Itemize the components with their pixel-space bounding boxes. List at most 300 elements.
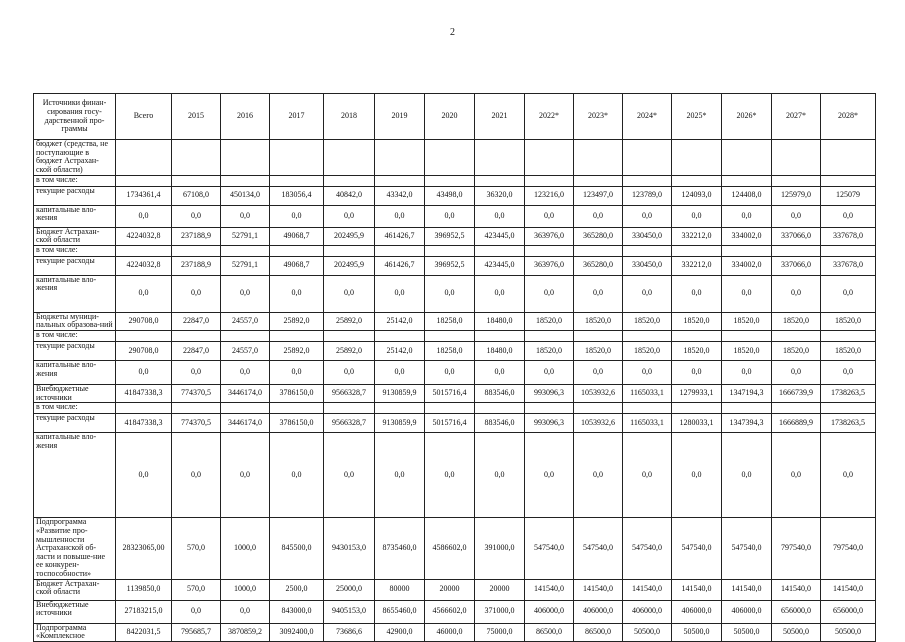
value-cell: 0,0 <box>172 205 221 227</box>
header-cell-year: 2024* <box>623 94 672 140</box>
value-cell: 40842,0 <box>324 186 375 205</box>
value-cell: 22847,0 <box>172 342 221 361</box>
row-label-cell: капитальные вло-жения <box>34 361 116 385</box>
value-cell: 20000 <box>475 579 525 600</box>
value-cell: 0,0 <box>574 361 623 385</box>
value-cell: 0,0 <box>475 205 525 227</box>
value-cell: 0,0 <box>375 361 425 385</box>
table-header-row <box>34 94 876 140</box>
header-cell-year: 2018 <box>324 94 375 140</box>
row-label-cell: Бюджет Астрахан-ской области <box>34 579 116 600</box>
value-cell: 1053932,6 <box>574 414 623 433</box>
value-cell: 0,0 <box>375 433 425 518</box>
value-cell: 18520,0 <box>672 312 722 330</box>
value-cell: 0,0 <box>821 433 876 518</box>
table-row <box>34 186 876 205</box>
table-row <box>34 600 876 623</box>
value-cell: 0,0 <box>623 433 672 518</box>
value-cell: 9405153,0 <box>324 600 375 623</box>
value-cell: 22847,0 <box>172 312 221 330</box>
value-cell: 843000,0 <box>270 600 324 623</box>
value-cell: 797540,0 <box>821 518 876 579</box>
value-cell: 0,0 <box>722 205 772 227</box>
value-cell: 0,0 <box>116 275 172 312</box>
table-row <box>34 245 876 256</box>
value-cell <box>425 175 475 186</box>
value-cell <box>324 403 375 414</box>
value-cell <box>525 175 574 186</box>
value-cell: 406000,0 <box>574 600 623 623</box>
value-cell <box>821 403 876 414</box>
value-cell <box>375 403 425 414</box>
value-cell: 0,0 <box>375 205 425 227</box>
value-cell: 0,0 <box>574 433 623 518</box>
value-cell <box>475 331 525 342</box>
value-cell <box>722 331 772 342</box>
value-cell: 24557,0 <box>221 342 270 361</box>
value-cell: 0,0 <box>324 361 375 385</box>
value-cell: 5015716,4 <box>425 385 475 403</box>
value-cell: 18520,0 <box>525 342 574 361</box>
value-cell: 123497,0 <box>574 186 623 205</box>
table-row <box>34 518 876 579</box>
value-cell: 25142,0 <box>375 342 425 361</box>
value-cell: 3446174,0 <box>221 414 270 433</box>
value-cell: 0,0 <box>475 433 525 518</box>
value-cell: 330450,0 <box>623 227 672 245</box>
row-label-cell: в том числе: <box>34 245 116 256</box>
value-cell: 141540,0 <box>821 579 876 600</box>
value-cell: 0,0 <box>270 275 324 312</box>
value-cell: 18258,0 <box>425 312 475 330</box>
value-cell: 25000,0 <box>324 579 375 600</box>
value-cell <box>475 140 525 176</box>
value-cell: 3870859,2 <box>221 623 270 641</box>
value-cell: 42900,0 <box>375 623 425 641</box>
value-cell: 1000,0 <box>221 579 270 600</box>
table-row <box>34 403 876 414</box>
value-cell <box>623 331 672 342</box>
row-label-cell: в том числе: <box>34 403 116 414</box>
value-cell: 0,0 <box>270 205 324 227</box>
row-label-cell: бюджет (средства, не поступающие в бюджет Астрахан-ской области) <box>34 140 116 176</box>
value-cell: 0,0 <box>116 361 172 385</box>
value-cell <box>821 245 876 256</box>
value-cell <box>821 331 876 342</box>
value-cell <box>425 140 475 176</box>
value-cell: 124408,0 <box>722 186 772 205</box>
value-cell: 73686,6 <box>324 623 375 641</box>
value-cell: 41847338,3 <box>116 385 172 403</box>
value-cell: 334002,0 <box>722 256 772 275</box>
value-cell: 0,0 <box>525 205 574 227</box>
value-cell: 0,0 <box>821 205 876 227</box>
value-cell: 202495,9 <box>324 227 375 245</box>
value-cell <box>672 403 722 414</box>
value-cell: 52791,1 <box>221 227 270 245</box>
value-cell <box>116 175 172 186</box>
value-cell <box>722 140 772 176</box>
value-cell: 141540,0 <box>623 579 672 600</box>
table-body <box>34 140 876 642</box>
value-cell: 0,0 <box>425 361 475 385</box>
value-cell <box>672 140 722 176</box>
value-cell: 25142,0 <box>375 312 425 330</box>
value-cell: 25892,0 <box>324 342 375 361</box>
value-cell <box>623 175 672 186</box>
row-label-cell: Подпрограмма «Развитие про-мышленности Астраханской об-ласти и повыше-ние ее конкурен-тоспособности» <box>34 518 116 579</box>
value-cell: 330450,0 <box>623 256 672 275</box>
value-cell <box>172 175 221 186</box>
value-cell: 0,0 <box>672 275 722 312</box>
row-label-cell: Бюджет Астрахан-ской области <box>34 227 116 245</box>
value-cell: 141540,0 <box>525 579 574 600</box>
table-row <box>34 342 876 361</box>
value-cell: 25892,0 <box>324 312 375 330</box>
row-label-cell: капитальные вло-жения <box>34 205 116 227</box>
value-cell <box>525 331 574 342</box>
value-cell <box>221 175 270 186</box>
value-cell: 141540,0 <box>772 579 821 600</box>
value-cell <box>574 403 623 414</box>
table-row <box>34 414 876 433</box>
value-cell: 1165033,1 <box>623 385 672 403</box>
value-cell: 4224032,8 <box>116 227 172 245</box>
value-cell: 337678,0 <box>821 227 876 245</box>
value-cell: 1666739,9 <box>772 385 821 403</box>
value-cell: 52791,1 <box>221 256 270 275</box>
row-label-cell: текущие расходы <box>34 256 116 275</box>
value-cell <box>425 331 475 342</box>
value-cell: 1165033,1 <box>623 414 672 433</box>
value-cell <box>116 331 172 342</box>
row-label-cell: капитальные вло-жения <box>34 433 116 518</box>
value-cell <box>672 331 722 342</box>
value-cell: 125079 <box>821 186 876 205</box>
value-cell: 406000,0 <box>672 600 722 623</box>
value-cell: 656000,0 <box>772 600 821 623</box>
value-cell: 123789,0 <box>623 186 672 205</box>
value-cell: 18520,0 <box>525 312 574 330</box>
header-cell-year: 2020 <box>425 94 475 140</box>
value-cell: 365280,0 <box>574 256 623 275</box>
value-cell: 0,0 <box>425 433 475 518</box>
header-cell-year: Всего <box>116 94 172 140</box>
value-cell: 1000,0 <box>221 518 270 579</box>
value-cell: 141540,0 <box>722 579 772 600</box>
value-cell: 1279933,1 <box>672 385 722 403</box>
value-cell: 9130859,9 <box>375 385 425 403</box>
table-row <box>34 205 876 227</box>
value-cell <box>270 403 324 414</box>
value-cell: 0,0 <box>221 205 270 227</box>
value-cell: 334002,0 <box>722 227 772 245</box>
value-cell: 3092400,0 <box>270 623 324 641</box>
value-cell: 371000,0 <box>475 600 525 623</box>
value-cell: 50500,0 <box>672 623 722 641</box>
value-cell: 18480,0 <box>475 312 525 330</box>
value-cell <box>116 403 172 414</box>
value-cell: 237188,9 <box>172 227 221 245</box>
value-cell: 0,0 <box>525 361 574 385</box>
value-cell: 49068,7 <box>270 256 324 275</box>
value-cell: 795685,7 <box>172 623 221 641</box>
value-cell <box>722 175 772 186</box>
value-cell: 547540,0 <box>525 518 574 579</box>
value-cell <box>623 140 672 176</box>
value-cell: 141540,0 <box>574 579 623 600</box>
value-cell <box>375 140 425 176</box>
value-cell <box>375 245 425 256</box>
header-cell-year: 2021 <box>475 94 525 140</box>
value-cell: 18520,0 <box>722 342 772 361</box>
value-cell: 0,0 <box>672 361 722 385</box>
value-cell <box>375 331 425 342</box>
value-cell <box>270 331 324 342</box>
value-cell: 18520,0 <box>623 342 672 361</box>
value-cell: 656000,0 <box>821 600 876 623</box>
value-cell: 0,0 <box>270 361 324 385</box>
header-cell-year: 2016 <box>221 94 270 140</box>
value-cell: 993096,3 <box>525 414 574 433</box>
value-cell: 1738263,5 <box>821 414 876 433</box>
value-cell <box>574 175 623 186</box>
value-cell <box>375 175 425 186</box>
value-cell: 5015716,4 <box>425 414 475 433</box>
value-cell: 25892,0 <box>270 312 324 330</box>
value-cell <box>772 140 821 176</box>
value-cell <box>623 403 672 414</box>
value-cell <box>821 140 876 176</box>
value-cell: 18520,0 <box>772 342 821 361</box>
value-cell <box>672 245 722 256</box>
value-cell: 2500,0 <box>270 579 324 600</box>
value-cell: 1280033,1 <box>672 414 722 433</box>
table-row <box>34 579 876 600</box>
value-cell <box>172 331 221 342</box>
value-cell: 363976,0 <box>525 256 574 275</box>
value-cell <box>722 403 772 414</box>
row-label-cell: капитальные вло-жения <box>34 275 116 312</box>
value-cell: 86500,0 <box>574 623 623 641</box>
value-cell: 80000 <box>375 579 425 600</box>
value-cell: 0,0 <box>324 275 375 312</box>
row-label-cell: Подпрограмма «Комплексное <box>34 623 116 641</box>
value-cell: 49068,7 <box>270 227 324 245</box>
value-cell: 46000,0 <box>425 623 475 641</box>
value-cell: 547540,0 <box>672 518 722 579</box>
value-cell: 0,0 <box>772 205 821 227</box>
value-cell: 396952,5 <box>425 227 475 245</box>
value-cell: 0,0 <box>221 600 270 623</box>
value-cell: 883546,0 <box>475 414 525 433</box>
table-row <box>34 140 876 176</box>
row-label-cell: текущие расходы <box>34 342 116 361</box>
value-cell: 0,0 <box>525 275 574 312</box>
value-cell <box>116 245 172 256</box>
value-cell: 18258,0 <box>425 342 475 361</box>
value-cell: 43342,0 <box>375 186 425 205</box>
value-cell: 570,0 <box>172 579 221 600</box>
row-label-cell: Внебюджетные источники <box>34 600 116 623</box>
value-cell: 202495,9 <box>324 256 375 275</box>
row-label-cell: текущие расходы <box>34 414 116 433</box>
value-cell: 237188,9 <box>172 256 221 275</box>
value-cell: 0,0 <box>221 433 270 518</box>
value-cell <box>270 245 324 256</box>
value-cell: 337066,0 <box>772 227 821 245</box>
value-cell <box>324 140 375 176</box>
value-cell: 1053932,6 <box>574 385 623 403</box>
value-cell: 1666889,9 <box>772 414 821 433</box>
value-cell <box>172 140 221 176</box>
value-cell <box>425 245 475 256</box>
value-cell: 450134,0 <box>221 186 270 205</box>
value-cell: 9130859,9 <box>375 414 425 433</box>
value-cell: 0,0 <box>425 205 475 227</box>
value-cell: 0,0 <box>772 433 821 518</box>
value-cell <box>116 140 172 176</box>
value-cell: 406000,0 <box>722 600 772 623</box>
value-cell <box>475 175 525 186</box>
value-cell <box>221 331 270 342</box>
value-cell: 0,0 <box>172 275 221 312</box>
value-cell: 1734361,4 <box>116 186 172 205</box>
value-cell: 9566328,7 <box>324 414 375 433</box>
header-cell-source: Источники финан-сирования госу-дарственной про-граммы <box>34 94 116 140</box>
value-cell: 0,0 <box>821 275 876 312</box>
value-cell: 363976,0 <box>525 227 574 245</box>
value-cell: 0,0 <box>772 361 821 385</box>
value-cell: 332212,0 <box>672 227 722 245</box>
value-cell: 0,0 <box>722 433 772 518</box>
value-cell: 18480,0 <box>475 342 525 361</box>
value-cell: 27183215,0 <box>116 600 172 623</box>
value-cell <box>425 403 475 414</box>
header-cell-year: 2022* <box>525 94 574 140</box>
value-cell: 0,0 <box>221 275 270 312</box>
value-cell: 18520,0 <box>672 342 722 361</box>
value-cell: 547540,0 <box>623 518 672 579</box>
value-cell: 883546,0 <box>475 385 525 403</box>
value-cell: 547540,0 <box>574 518 623 579</box>
value-cell: 0,0 <box>574 205 623 227</box>
table-row <box>34 227 876 245</box>
table-row <box>34 385 876 403</box>
value-cell: 20000 <box>425 579 475 600</box>
row-label-cell: в том числе: <box>34 175 116 186</box>
value-cell: 993096,3 <box>525 385 574 403</box>
value-cell <box>172 403 221 414</box>
value-cell: 36320,0 <box>475 186 525 205</box>
value-cell: 0,0 <box>623 361 672 385</box>
value-cell: 18520,0 <box>574 312 623 330</box>
table-row <box>34 331 876 342</box>
value-cell: 3786150,0 <box>270 414 324 433</box>
value-cell: 1738263,5 <box>821 385 876 403</box>
value-cell: 337678,0 <box>821 256 876 275</box>
table-row <box>34 361 876 385</box>
value-cell: 43498,0 <box>425 186 475 205</box>
header-cell-year: 2026* <box>722 94 772 140</box>
row-label-cell: текущие расходы <box>34 186 116 205</box>
value-cell: 570,0 <box>172 518 221 579</box>
value-cell: 9430153,0 <box>324 518 375 579</box>
value-cell: 8422031,5 <box>116 623 172 641</box>
value-cell: 1347394,3 <box>722 414 772 433</box>
value-cell: 0,0 <box>821 361 876 385</box>
value-cell: 18520,0 <box>821 312 876 330</box>
value-cell: 547540,0 <box>722 518 772 579</box>
value-cell: 461426,7 <box>375 256 425 275</box>
header-cell-year: 2019 <box>375 94 425 140</box>
value-cell: 50500,0 <box>821 623 876 641</box>
value-cell: 18520,0 <box>574 342 623 361</box>
value-cell: 0,0 <box>722 275 772 312</box>
value-cell: 4566602,0 <box>425 600 475 623</box>
value-cell: 337066,0 <box>772 256 821 275</box>
value-cell: 0,0 <box>270 433 324 518</box>
value-cell: 0,0 <box>722 361 772 385</box>
value-cell: 774370,5 <box>172 414 221 433</box>
value-cell <box>270 175 324 186</box>
value-cell <box>324 175 375 186</box>
value-cell: 290708,0 <box>116 342 172 361</box>
value-cell: 797540,0 <box>772 518 821 579</box>
value-cell <box>221 140 270 176</box>
value-cell: 0,0 <box>475 275 525 312</box>
value-cell: 406000,0 <box>525 600 574 623</box>
value-cell <box>722 245 772 256</box>
value-cell <box>772 175 821 186</box>
value-cell: 9566328,7 <box>324 385 375 403</box>
value-cell: 0,0 <box>525 433 574 518</box>
value-cell: 3786150,0 <box>270 385 324 403</box>
value-cell <box>525 403 574 414</box>
value-cell <box>821 175 876 186</box>
value-cell: 0,0 <box>172 433 221 518</box>
value-cell: 18520,0 <box>772 312 821 330</box>
table-row <box>34 312 876 330</box>
value-cell: 123216,0 <box>525 186 574 205</box>
value-cell: 845500,0 <box>270 518 324 579</box>
value-cell: 332212,0 <box>672 256 722 275</box>
value-cell <box>221 403 270 414</box>
value-cell: 25892,0 <box>270 342 324 361</box>
row-label-cell: в том числе: <box>34 331 116 342</box>
value-cell: 4224032,8 <box>116 256 172 275</box>
value-cell <box>772 403 821 414</box>
table-row <box>34 275 876 312</box>
header-cell-year: 2015 <box>172 94 221 140</box>
value-cell: 461426,7 <box>375 227 425 245</box>
value-cell <box>772 331 821 342</box>
value-cell: 50500,0 <box>722 623 772 641</box>
value-cell: 365280,0 <box>574 227 623 245</box>
table-row <box>34 175 876 186</box>
value-cell: 0,0 <box>772 275 821 312</box>
value-cell: 0,0 <box>172 361 221 385</box>
header-cell-year: 2028* <box>821 94 876 140</box>
value-cell: 423445,0 <box>475 256 525 275</box>
value-cell: 0,0 <box>172 600 221 623</box>
value-cell: 18520,0 <box>821 342 876 361</box>
value-cell <box>270 140 324 176</box>
header-cell-year: 2025* <box>672 94 722 140</box>
value-cell <box>623 245 672 256</box>
value-cell: 1347194,3 <box>722 385 772 403</box>
value-cell: 0,0 <box>324 433 375 518</box>
